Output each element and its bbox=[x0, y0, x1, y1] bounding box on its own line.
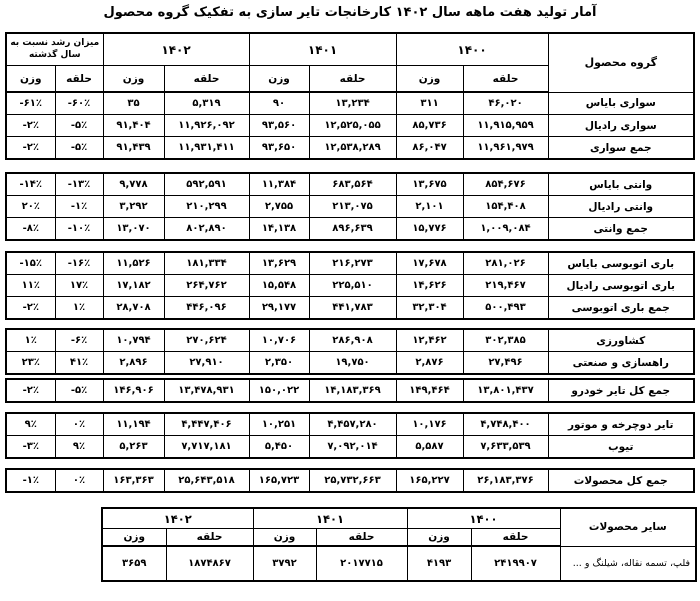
y1400-weight-cell: ۳۱۱ bbox=[396, 92, 463, 115]
y1402-rings-cell: ۱۸۱,۳۳۴ bbox=[164, 252, 249, 275]
y1401-weight-cell: ۹۳,۵۶۰ bbox=[249, 115, 309, 137]
y1401-rings-cell: ۲۱۶,۲۷۳ bbox=[309, 252, 396, 275]
growth-header-line1: میزان رشد نسبت به bbox=[10, 37, 100, 48]
year-1402-header: ۱۴۰۲ bbox=[103, 33, 249, 66]
table-row bbox=[6, 352, 694, 375]
product-group-table-1 bbox=[5, 172, 695, 241]
y1402-rings-cell: ۵۹۲,۵۹۱ bbox=[164, 173, 249, 196]
growth-weight-cell: ۹٪ bbox=[6, 413, 55, 436]
table-row bbox=[6, 173, 694, 196]
product-label: جمع کل تایر خودرو bbox=[548, 379, 694, 402]
y1400-rings-cell: ۲۱۹,۴۶۷ bbox=[463, 275, 548, 297]
y1401-weight-cell: ۵,۴۵۰ bbox=[249, 436, 309, 459]
table-row bbox=[6, 252, 694, 275]
y1400-rings-cell: ۱۳,۸۰۱,۴۳۷ bbox=[463, 379, 548, 402]
y1402-rings-cell: ۱۸۷۴۸۶۷ bbox=[166, 546, 253, 581]
y1400-weight-cell: ۱۵,۷۷۶ bbox=[396, 218, 463, 241]
product-label: وانتی بایاس bbox=[548, 173, 694, 196]
y1401-weight-header: وزن bbox=[249, 66, 309, 93]
product-group-rows-4 bbox=[6, 379, 694, 402]
other-table-header bbox=[102, 508, 696, 546]
growth-header bbox=[6, 33, 103, 66]
table-header bbox=[6, 33, 694, 92]
product-group-rows-3 bbox=[6, 329, 694, 374]
page-title: آمار تولید هفت ماهه سال ۱۴۰۲ کارخانجات تایر سازی به تفکیک گروه محصول bbox=[103, 5, 597, 20]
table-row bbox=[6, 329, 694, 352]
y1402-rings-cell: ۱۳,۴۷۸,۹۳۱ bbox=[164, 379, 249, 402]
y1400-rings-cell: ۱۵۴,۴۰۸ bbox=[463, 196, 548, 218]
y1400-rings-cell: ۷,۶۳۳,۵۳۹ bbox=[463, 436, 548, 459]
table-row bbox=[6, 275, 694, 297]
year-1400-header: ۱۴۰۰ bbox=[407, 508, 560, 529]
product-label: جمع وانتی bbox=[548, 218, 694, 241]
y1400-weight-cell: ۱۳,۶۷۵ bbox=[396, 173, 463, 196]
y1401-weight-cell: ۱۵۰,۰۲۲ bbox=[249, 379, 309, 402]
growth-rings-cell: ۱۷٪ bbox=[55, 275, 103, 297]
table-row bbox=[6, 92, 694, 115]
y1402-weight-cell: ۱۶۳,۳۶۳ bbox=[103, 469, 164, 492]
y1401-rings-cell: ۱۴,۱۸۳,۳۶۹ bbox=[309, 379, 396, 402]
y1401-rings-header: حلقه bbox=[316, 529, 407, 547]
table-row bbox=[6, 218, 694, 241]
growth-weight-cell: -۱٪ bbox=[6, 469, 55, 492]
growth-rings-cell: ۰٪ bbox=[55, 413, 103, 436]
y1400-weight-cell: ۵,۵۸۷ bbox=[396, 436, 463, 459]
y1401-weight-cell: ۱۵,۵۴۸ bbox=[249, 275, 309, 297]
y1400-weight-header: وزن bbox=[396, 66, 463, 93]
growth-rings-cell: -۵٪ bbox=[55, 137, 103, 160]
growth-rings-cell: -۵٪ bbox=[55, 115, 103, 137]
y1402-rings-cell: ۲۵,۶۴۳,۵۱۸ bbox=[164, 469, 249, 492]
growth-weight-cell: -۲٪ bbox=[6, 297, 55, 320]
product-label: تایر دوچرخه و موتور bbox=[548, 413, 694, 436]
y1402-weight-cell: ۱۷,۱۸۲ bbox=[103, 275, 164, 297]
product-label: جمع باری اتوبوسی bbox=[548, 297, 694, 320]
growth-rings-cell: ۱٪ bbox=[55, 297, 103, 320]
y1400-rings-cell: ۴۶,۰۲۰ bbox=[463, 92, 548, 115]
growth-rings-cell: -۱۰٪ bbox=[55, 218, 103, 241]
y1401-weight-cell: ۱۶۵,۷۲۳ bbox=[249, 469, 309, 492]
y1401-rings-cell: ۲۵,۷۳۲,۶۶۳ bbox=[309, 469, 396, 492]
year-1401-header: ۱۴۰۱ bbox=[253, 508, 407, 529]
table-row bbox=[6, 137, 694, 160]
y1400-weight-cell: ۱۲,۴۶۲ bbox=[396, 329, 463, 352]
product-group-rows-0 bbox=[6, 92, 694, 159]
product-group-rows-5 bbox=[6, 413, 694, 458]
y1400-weight-cell: ۸۵,۷۳۶ bbox=[396, 115, 463, 137]
other-products-table bbox=[101, 507, 697, 582]
y1401-weight-cell: ۱۰,۷۰۶ bbox=[249, 329, 309, 352]
product-group-rows-2 bbox=[6, 252, 694, 319]
y1400-rings-cell: ۲۴۱۹۹۰۷ bbox=[471, 546, 560, 581]
production-table bbox=[5, 32, 695, 160]
y1402-weight-cell: ۱۴۶,۹۰۶ bbox=[103, 379, 164, 402]
product-group-table-6 bbox=[5, 468, 695, 493]
y1402-weight-cell: ۹۱,۴۳۹ bbox=[103, 137, 164, 160]
year-1402-header: ۱۴۰۲ bbox=[102, 508, 253, 529]
y1400-rings-cell: ۱۱,۹۱۵,۹۵۹ bbox=[463, 115, 548, 137]
product-group-rows-6 bbox=[6, 469, 694, 492]
table-row bbox=[102, 546, 696, 581]
year-1401-header: ۱۴۰۱ bbox=[249, 33, 396, 66]
y1402-rings-cell: ۴۴۶,۰۹۶ bbox=[164, 297, 249, 320]
y1401-weight-cell: ۱۳,۶۲۹ bbox=[249, 252, 309, 275]
product-group-table-2 bbox=[5, 251, 695, 320]
y1401-rings-cell: ۷,۰۹۲,۰۱۴ bbox=[309, 436, 396, 459]
y1400-rings-cell: ۲۷,۴۹۶ bbox=[463, 352, 548, 375]
y1401-rings-header: حلقه bbox=[309, 66, 396, 93]
y1402-rings-cell: ۱۱,۹۳۱,۴۱۱ bbox=[164, 137, 249, 160]
y1400-rings-cell: ۵۰۰,۴۹۳ bbox=[463, 297, 548, 320]
product-group-table-3 bbox=[5, 328, 695, 375]
y1402-weight-header: وزن bbox=[103, 66, 164, 93]
table-row bbox=[6, 297, 694, 320]
y1400-weight-cell: ۱۴,۶۲۶ bbox=[396, 275, 463, 297]
y1400-weight-cell: ۱۶۵,۲۲۷ bbox=[396, 469, 463, 492]
y1402-weight-cell: ۳,۲۹۲ bbox=[103, 196, 164, 218]
y1401-weight-cell: ۲,۳۵۰ bbox=[249, 352, 309, 375]
y1400-rings-cell: ۴,۷۴۸,۴۰۰ bbox=[463, 413, 548, 436]
y1400-weight-cell: ۲,۸۷۶ bbox=[396, 352, 463, 375]
growth-weight-cell: -۲٪ bbox=[6, 137, 55, 160]
other-products-header: سایر محصولات bbox=[560, 508, 696, 546]
y1401-weight-cell: ۹۳,۶۵۰ bbox=[249, 137, 309, 160]
y1400-rings-header: حلقه bbox=[463, 66, 548, 93]
table-row bbox=[6, 413, 694, 436]
y1401-weight-cell: ۱۴,۱۳۸ bbox=[249, 218, 309, 241]
growth-weight-cell: -۲٪ bbox=[6, 379, 55, 402]
product-label: باری اتوبوسی رادیال bbox=[548, 275, 694, 297]
y1400-weight-cell: ۴۱۹۳ bbox=[407, 546, 471, 581]
y1401-rings-cell: ۲۲۵,۵۱۰ bbox=[309, 275, 396, 297]
other-products-rows bbox=[102, 546, 696, 581]
growth-rings-cell: -۱۶٪ bbox=[55, 252, 103, 275]
y1402-weight-cell: ۲,۸۹۶ bbox=[103, 352, 164, 375]
table-row bbox=[6, 469, 694, 492]
y1401-rings-cell: ۱۳,۲۳۴ bbox=[309, 92, 396, 115]
product-label: سواری بایاس bbox=[548, 92, 694, 115]
product-label: وانتی رادیال bbox=[548, 196, 694, 218]
growth-weight-cell: ۱۱٪ bbox=[6, 275, 55, 297]
product-label: باری اتوبوسی بایاس bbox=[548, 252, 694, 275]
y1402-weight-header: وزن bbox=[102, 529, 166, 547]
y1400-rings-header: حلقه bbox=[471, 529, 560, 547]
product-label: فلپ، تسمه نقاله، شیلنگ و ... bbox=[560, 546, 696, 581]
table-row bbox=[6, 436, 694, 459]
growth-weight-cell: -۳٪ bbox=[6, 436, 55, 459]
growth-rings-cell: -۶٪ bbox=[55, 329, 103, 352]
table-row bbox=[6, 379, 694, 402]
growth-header-line2: سال گذشته bbox=[28, 49, 81, 60]
y1401-rings-cell: ۲۰۱۷۷۱۵ bbox=[316, 546, 407, 581]
y1402-weight-cell: ۱۳,۰۷۰ bbox=[103, 218, 164, 241]
growth-rings-cell: -۱٪ bbox=[55, 196, 103, 218]
y1401-rings-cell: ۲۱۳,۰۷۵ bbox=[309, 196, 396, 218]
product-label: کشاورزی bbox=[548, 329, 694, 352]
y1401-weight-cell: ۳۷۹۲ bbox=[253, 546, 316, 581]
table-row bbox=[6, 115, 694, 137]
product-group-rows-1 bbox=[6, 173, 694, 240]
growth-weight-cell: ۲۰٪ bbox=[6, 196, 55, 218]
y1402-rings-cell: ۱۱,۹۲۶,۰۹۲ bbox=[164, 115, 249, 137]
header-row-years bbox=[102, 508, 696, 529]
year-1400-header: ۱۴۰۰ bbox=[396, 33, 548, 66]
product-group-table-4 bbox=[5, 378, 695, 403]
y1402-rings-cell: ۲۱۰,۲۹۹ bbox=[164, 196, 249, 218]
y1402-weight-cell: ۲۸,۷۰۸ bbox=[103, 297, 164, 320]
y1402-weight-cell: ۹,۷۷۸ bbox=[103, 173, 164, 196]
y1402-rings-header: حلقه bbox=[166, 529, 253, 547]
y1402-weight-cell: ۱۱,۵۲۶ bbox=[103, 252, 164, 275]
y1402-weight-cell: ۵,۲۶۳ bbox=[103, 436, 164, 459]
y1400-rings-cell: ۱۱,۹۶۱,۹۷۹ bbox=[463, 137, 548, 160]
table-row bbox=[6, 196, 694, 218]
growth-rings-cell: ۰٪ bbox=[55, 469, 103, 492]
product-label: جمع کل محصولات bbox=[548, 469, 694, 492]
growth-weight-cell: -۲٪ bbox=[6, 115, 55, 137]
growth-rings-cell: -۱۳٪ bbox=[55, 173, 103, 196]
product-group-header: گروه محصول bbox=[548, 33, 694, 92]
y1401-rings-cell: ۲۸۶,۹۰۸ bbox=[309, 329, 396, 352]
y1401-rings-cell: ۱۹,۷۵۰ bbox=[309, 352, 396, 375]
growth-weight-cell: ۱٪ bbox=[6, 329, 55, 352]
growth-weight-cell: -۸٪ bbox=[6, 218, 55, 241]
y1401-rings-cell: ۴۴۱,۷۸۳ bbox=[309, 297, 396, 320]
y1400-weight-cell: ۱۰,۱۷۶ bbox=[396, 413, 463, 436]
y1402-rings-cell: ۲۶۴,۷۶۲ bbox=[164, 275, 249, 297]
y1400-rings-cell: ۲۶,۱۸۳,۳۷۶ bbox=[463, 469, 548, 492]
y1401-weight-cell: ۲,۷۵۵ bbox=[249, 196, 309, 218]
y1402-rings-cell: ۲۷۰,۶۲۴ bbox=[164, 329, 249, 352]
y1400-rings-cell: ۸۵۴,۶۷۶ bbox=[463, 173, 548, 196]
y1400-rings-cell: ۳۰۲,۳۸۵ bbox=[463, 329, 548, 352]
growth-weight-header: وزن bbox=[6, 66, 55, 93]
growth-weight-cell: -۶۱٪ bbox=[6, 92, 55, 115]
y1401-rings-cell: ۸۹۶,۶۳۹ bbox=[309, 218, 396, 241]
product-label: راهسازی و صنعتی bbox=[548, 352, 694, 375]
y1400-weight-cell: ۲,۱۰۱ bbox=[396, 196, 463, 218]
y1400-weight-cell: ۱۴۹,۴۶۴ bbox=[396, 379, 463, 402]
growth-rings-cell: ۴۱٪ bbox=[55, 352, 103, 375]
y1401-rings-cell: ۱۲,۵۲۵,۰۵۵ bbox=[309, 115, 396, 137]
y1401-weight-cell: ۹۰ bbox=[249, 92, 309, 115]
y1402-rings-cell: ۵,۳۱۹ bbox=[164, 92, 249, 115]
y1402-rings-cell: ۴,۴۴۷,۴۰۶ bbox=[164, 413, 249, 436]
y1401-rings-cell: ۱۲,۵۳۸,۲۸۹ bbox=[309, 137, 396, 160]
y1401-weight-cell: ۱۱,۳۸۴ bbox=[249, 173, 309, 196]
y1402-rings-cell: ۸۰۲,۸۹۰ bbox=[164, 218, 249, 241]
growth-rings-cell: -۵٪ bbox=[55, 379, 103, 402]
y1402-weight-cell: ۱۱,۱۹۴ bbox=[103, 413, 164, 436]
y1400-weight-cell: ۸۶,۰۴۷ bbox=[396, 137, 463, 160]
growth-weight-cell: -۱۵٪ bbox=[6, 252, 55, 275]
y1400-weight-cell: ۳۲,۳۰۴ bbox=[396, 297, 463, 320]
y1402-weight-cell: ۹۱,۴۰۴ bbox=[103, 115, 164, 137]
y1402-rings-cell: ۲۷,۹۱۰ bbox=[164, 352, 249, 375]
y1401-rings-cell: ۴,۴۵۷,۲۸۰ bbox=[309, 413, 396, 436]
y1400-weight-cell: ۱۷,۶۷۸ bbox=[396, 252, 463, 275]
growth-rings-cell: ۹٪ bbox=[55, 436, 103, 459]
y1401-weight-cell: ۲۹,۱۷۷ bbox=[249, 297, 309, 320]
y1402-weight-cell: ۱۰,۷۹۴ bbox=[103, 329, 164, 352]
product-group-table-5 bbox=[5, 412, 695, 459]
product-label: تیوب bbox=[548, 436, 694, 459]
y1400-weight-header: وزن bbox=[407, 529, 471, 547]
y1402-weight-cell: ۳۵ bbox=[103, 92, 164, 115]
y1402-rings-cell: ۷,۷۱۷,۱۸۱ bbox=[164, 436, 249, 459]
growth-weight-cell: ۲۳٪ bbox=[6, 352, 55, 375]
y1401-weight-header: وزن bbox=[253, 529, 316, 547]
growth-weight-cell: -۱۴٪ bbox=[6, 173, 55, 196]
growth-rings-cell: -۶۰٪ bbox=[55, 92, 103, 115]
growth-rings-header: حلقه bbox=[55, 66, 103, 93]
y1400-rings-cell: ۱,۰۰۹,۰۸۴ bbox=[463, 218, 548, 241]
y1402-rings-header: حلقه bbox=[164, 66, 249, 93]
y1401-rings-cell: ۶۸۳,۵۶۴ bbox=[309, 173, 396, 196]
product-label: جمع سواری bbox=[548, 137, 694, 160]
y1400-rings-cell: ۲۸۱,۰۲۶ bbox=[463, 252, 548, 275]
header-row-years bbox=[6, 33, 694, 66]
y1402-weight-cell: ۳۶۵۹ bbox=[102, 546, 166, 581]
y1401-weight-cell: ۱۰,۲۵۱ bbox=[249, 413, 309, 436]
product-label: سواری رادیال bbox=[548, 115, 694, 137]
